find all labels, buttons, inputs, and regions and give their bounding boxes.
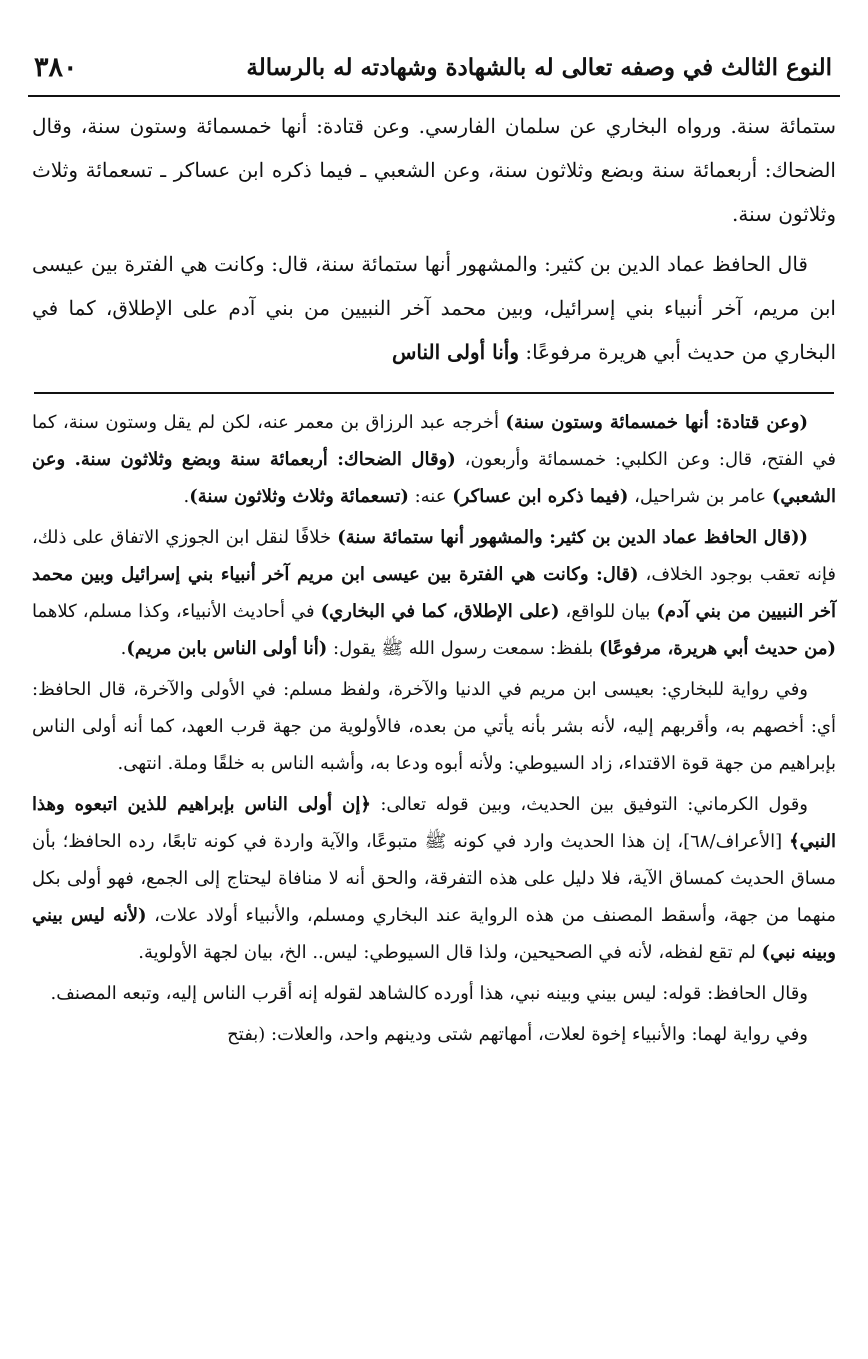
text-segment-bold: (على الإطلاق، كما في البخاري) bbox=[320, 601, 560, 622]
commentary-paragraph bbox=[32, 786, 836, 971]
text-segment: لم تقع لفظه، لأنه في الصحيحين، ولذا قال السيوطي: ليس.. الخ، بيان لجهة الأولوية. bbox=[138, 942, 762, 963]
text-segment: خلافًا لنقل ابن الجوزي الاتفاق على ذلك، فإنه تعقب بوجود الخلاف، bbox=[32, 527, 836, 585]
commentary-paragraph bbox=[32, 519, 836, 667]
text-segment: عنه: bbox=[408, 486, 453, 507]
commentary-paragraph bbox=[32, 1016, 836, 1053]
text-segment: . bbox=[183, 486, 190, 507]
text-segment: [الأعراف/٦٨]، إن هذا الحديث وارد في كونه ﷺ متبوعًا، والآية واردة في كونه تابعًا، رده الحافظ؛ بأن مساق الحديث كمساق الآية، فلا دليل على هذه التفرقة، والحق أنه لا منافاة ليحتاج إلى الجمع، فهو أولى بكل منهما من جهة، وأسقط المصنف من هذه الرواية عند البخاري ومسلم، والأنبياء أولاد علات، bbox=[32, 831, 836, 926]
text-segment: أخرجه عبد الرزاق بن معمر عنه، لكن لم يقل وستون سنة، كما في الفتح، قال: وعن الكلبي: خمسمائة وأربعون، bbox=[32, 412, 836, 470]
text-segment-bold: (قال: وكانت هي الفترة بين عيسى ابن مريم آخر أنبياء بني إسرائيل وبين محمد آخر النبيين من بني آدم) bbox=[32, 564, 837, 622]
text-segment-bold: ((قال الحافظ عماد الدين بن كثير: والمشهور أنها ستمائة سنة) bbox=[337, 527, 809, 548]
header-rule bbox=[28, 95, 840, 97]
text-segment: قال الحافظ عماد الدين بن كثير: والمشهور أنها ستمائة سنة، قال: وكانت هي الفترة بين عيسى ابن مريم، آخر أنبياء بني إسرائيل، وبين محمد آخر النبيين من بني آدم على الإطلاق، كما في البخاري من حديث أبي هريرة مرفوعًا: bbox=[32, 252, 836, 364]
text-segment-bold: (تسعمائة وثلاث وثلاثون سنة) bbox=[189, 486, 409, 507]
text-segment: وقال الحافظ: قوله: ليس بيني وبينه نبي، هذا أورده كالشاهد لقوله إنه أقرب الناس إليه، وتبعه المصنف. bbox=[50, 983, 808, 1004]
commentary-paragraph bbox=[32, 404, 836, 515]
main-text bbox=[32, 104, 836, 374]
text-segment-bold: (وعن قتادة: أنها خمسمائة وستون سنة) bbox=[505, 412, 808, 433]
commentary-text bbox=[32, 404, 836, 1053]
text-segment: وقول الكرماني: التوفيق بين الحديث، وبين قوله تعالى: bbox=[370, 794, 808, 815]
quran-verse: ﴿إن أولى الناس بإبراهيم للذين اتبعوه وهذا النبي﴾ bbox=[32, 794, 836, 852]
text-segment: . bbox=[120, 638, 127, 659]
main-paragraph bbox=[32, 242, 836, 374]
text-segment: ستمائة سنة. ورواه البخاري عن سلمان الفارسي. وعن قتادة: أنها خمسمائة وستون سنة، وقال الضحاك: أربعمائة سنة وبضع وثلاثون سنة، وعن الشعبي ـ فيما ذكره ابن عساكر ـ تسعمائة وثلاث وثلاثون سنة. bbox=[32, 114, 836, 226]
text-segment: وفي رواية للبخاري: بعيسى ابن مريم في الدنيا والآخرة، ولفظ مسلم: في الأولى والآخرة، قال الحافظ: أي: أخصهم به، وأقربهم إليه، لأنه بشر بأنه يأتي من بعده، فالأولوية من جهة قرب العهد، كما أنه أولى الناس بإبراهيم من جهة قوة الاقتداء، زاد السيوطي: ولأنه أبوه ودعا به، وأشبه الناس به خلقًا وملة. انتهى. bbox=[32, 679, 836, 774]
text-segment: بلفظ: سمعت رسول الله ﷺ يقول: bbox=[327, 638, 599, 659]
text-segment-bold: (وقال الضحاك: أربعمائة سنة وبضع وثلاثون سنة. وعن الشعبي) bbox=[32, 449, 836, 507]
text-segment: بيان للواقع، bbox=[559, 601, 657, 622]
text-segment-bold: (فيما ذكره ابن عساكر) bbox=[452, 486, 629, 507]
text-segment-bold: (أنا أولى الناس بابن مريم) bbox=[126, 638, 328, 659]
text-segment-bold: وأنا أولى الناس bbox=[392, 340, 519, 364]
text-segment: عامر بن شراحيل، bbox=[628, 486, 772, 507]
text-segment-bold: (لأنه ليس بيني وبينه نبي) bbox=[32, 905, 836, 963]
commentary-paragraph bbox=[32, 975, 836, 1012]
page-header bbox=[34, 44, 832, 90]
text-segment: وفي رواية لهما: والأنبياء إخوة لعلات، أمهاتهم شتى ودينهم واحد، والعلات: (بفتح bbox=[227, 1024, 808, 1045]
running-title: النوع الثالث في وصفه تعالى له بالشهادة وشهادته له بالرسالة bbox=[246, 53, 832, 81]
text-segment-bold: (من حديث أبي هريرة، مرفوعًا) bbox=[598, 638, 836, 659]
text-segment: في أحاديث الأنبياء، وكذا مسلم، كلاهما bbox=[32, 601, 321, 622]
page-number: ٣٨٠ bbox=[34, 51, 78, 83]
commentary-paragraph bbox=[32, 671, 836, 782]
main-paragraph bbox=[32, 104, 836, 236]
footnote-separator bbox=[34, 392, 834, 394]
